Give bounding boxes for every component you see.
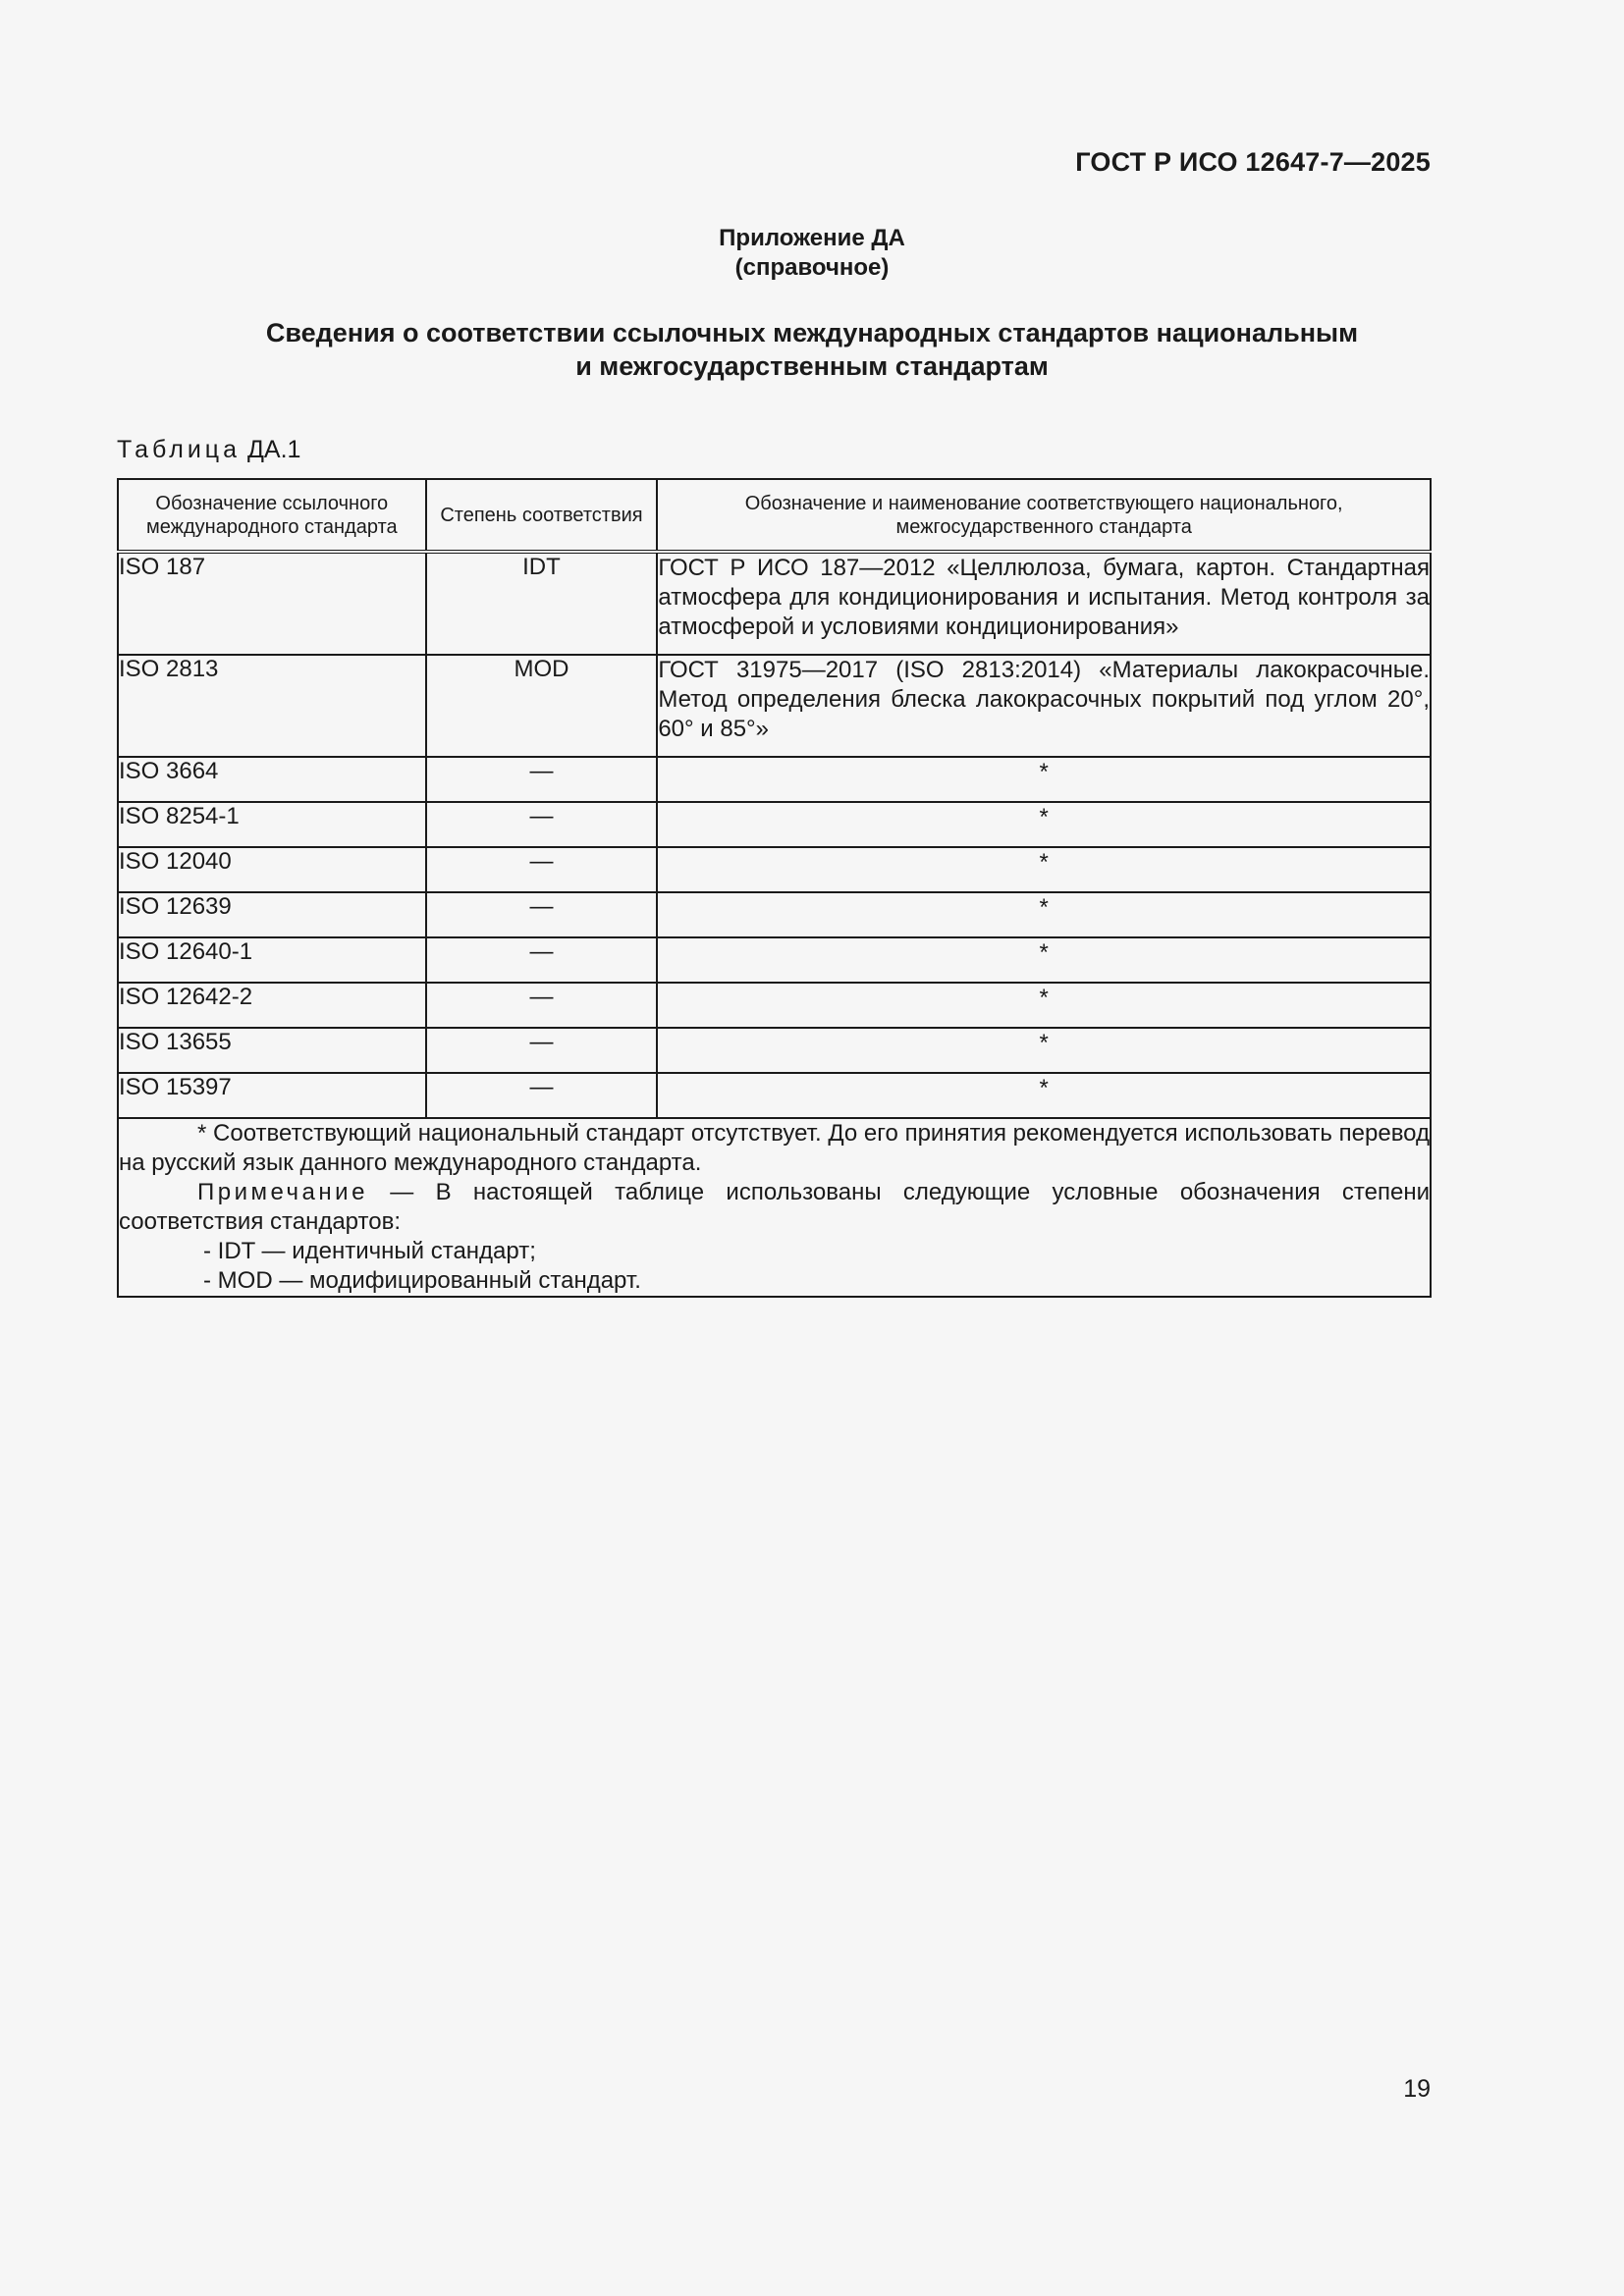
heading-line-2: и межгосударственным стандартам	[575, 351, 1049, 381]
cell-code: ISO 13655	[118, 1028, 426, 1073]
table-footnote	[118, 1118, 1431, 1297]
cell-degree: —	[426, 1028, 658, 1073]
cell-code: ISO 2813	[118, 655, 426, 757]
correspondence-table	[117, 478, 1432, 1298]
table-row	[118, 937, 1431, 983]
table-row	[118, 847, 1431, 892]
cell-code: ISO 187	[118, 552, 426, 655]
cell-degree: IDT	[426, 552, 658, 655]
cell-degree: —	[426, 892, 658, 937]
table-row	[118, 757, 1431, 802]
cell-code: ISO 8254-1	[118, 802, 426, 847]
cell-degree: —	[426, 983, 658, 1028]
cell-degree: —	[426, 847, 658, 892]
cell-title: ГОСТ 31975—2017 (ISO 2813:2014) «Материалы лакокрасочные. Метод определения блеска лакокрасочных покрытий под углом 20°, 60° и 85°»	[657, 655, 1431, 757]
cell-title: *	[657, 937, 1431, 983]
appendix-title-block	[0, 224, 1624, 283]
footnote-item: - MOD — модифицированный стандарт.	[203, 1267, 641, 1294]
page-number: 19	[1403, 2075, 1431, 2103]
footnote-item: - IDT — идентичный стандарт;	[203, 1238, 536, 1264]
table-caption-number: ДА.1	[246, 436, 301, 463]
table-caption	[117, 436, 300, 464]
header-national-standard: Обозначение и наименование соответствующего национального, межгосударственного стандарта	[657, 479, 1431, 552]
table-header-row	[118, 479, 1431, 552]
cell-degree: —	[426, 937, 658, 983]
table-row	[118, 552, 1431, 655]
cell-title: *	[657, 1073, 1431, 1118]
table-row	[118, 1073, 1431, 1118]
cell-degree: —	[426, 757, 658, 802]
cell-title: *	[657, 892, 1431, 937]
cell-title: ГОСТ Р ИСО 187—2012 «Целлюлоза, бумага, картон. Стандартная атмосфера для кондиционирования и испытания. Метод контроля за атмосферой и условиями кондиционирования»	[657, 552, 1431, 655]
cell-degree: —	[426, 1073, 658, 1118]
table-row	[118, 983, 1431, 1028]
appendix-subtitle: (справочное)	[734, 254, 890, 281]
cell-code: ISO 12642-2	[118, 983, 426, 1028]
cell-degree: —	[426, 802, 658, 847]
table-caption-word: Таблица	[117, 436, 242, 463]
table-row	[118, 802, 1431, 847]
table-row	[118, 655, 1431, 757]
header-degree: Степень соответствия	[426, 479, 658, 552]
cell-title: *	[657, 847, 1431, 892]
cell-code: ISO 12639	[118, 892, 426, 937]
cell-title: *	[657, 757, 1431, 802]
table-row	[118, 892, 1431, 937]
note-text: — В настоящей таблице использованы следующие условные обозначения степени соответствия стандартов:	[119, 1179, 1430, 1235]
cell-code: ISO 3664	[118, 757, 426, 802]
appendix-title: Приложение ДА	[719, 225, 905, 251]
note-label: Примечание	[197, 1179, 368, 1205]
cell-code: ISO 15397	[118, 1073, 426, 1118]
cell-code: ISO 12040	[118, 847, 426, 892]
section-heading	[0, 316, 1624, 383]
table-footnote-row	[118, 1118, 1431, 1297]
cell-title: *	[657, 802, 1431, 847]
cell-title: *	[657, 983, 1431, 1028]
cell-degree: MOD	[426, 655, 658, 757]
footnote-star: * Соответствующий национальный стандарт отсутствует. До его принятия рекомендуется использовать перевод на русский язык данного международного стандарта.	[119, 1120, 1430, 1176]
document-code: ГОСТ Р ИСО 12647-7—2025	[1075, 147, 1431, 177]
heading-line-1: Сведения о соответствии ссылочных международных стандартов национальным	[265, 318, 1359, 347]
header-reference-standard: Обозначение ссылочного международного стандарта	[118, 479, 426, 552]
footnote-note	[119, 1178, 1430, 1237]
cell-title: *	[657, 1028, 1431, 1073]
cell-code: ISO 12640-1	[118, 937, 426, 983]
table-row	[118, 1028, 1431, 1073]
